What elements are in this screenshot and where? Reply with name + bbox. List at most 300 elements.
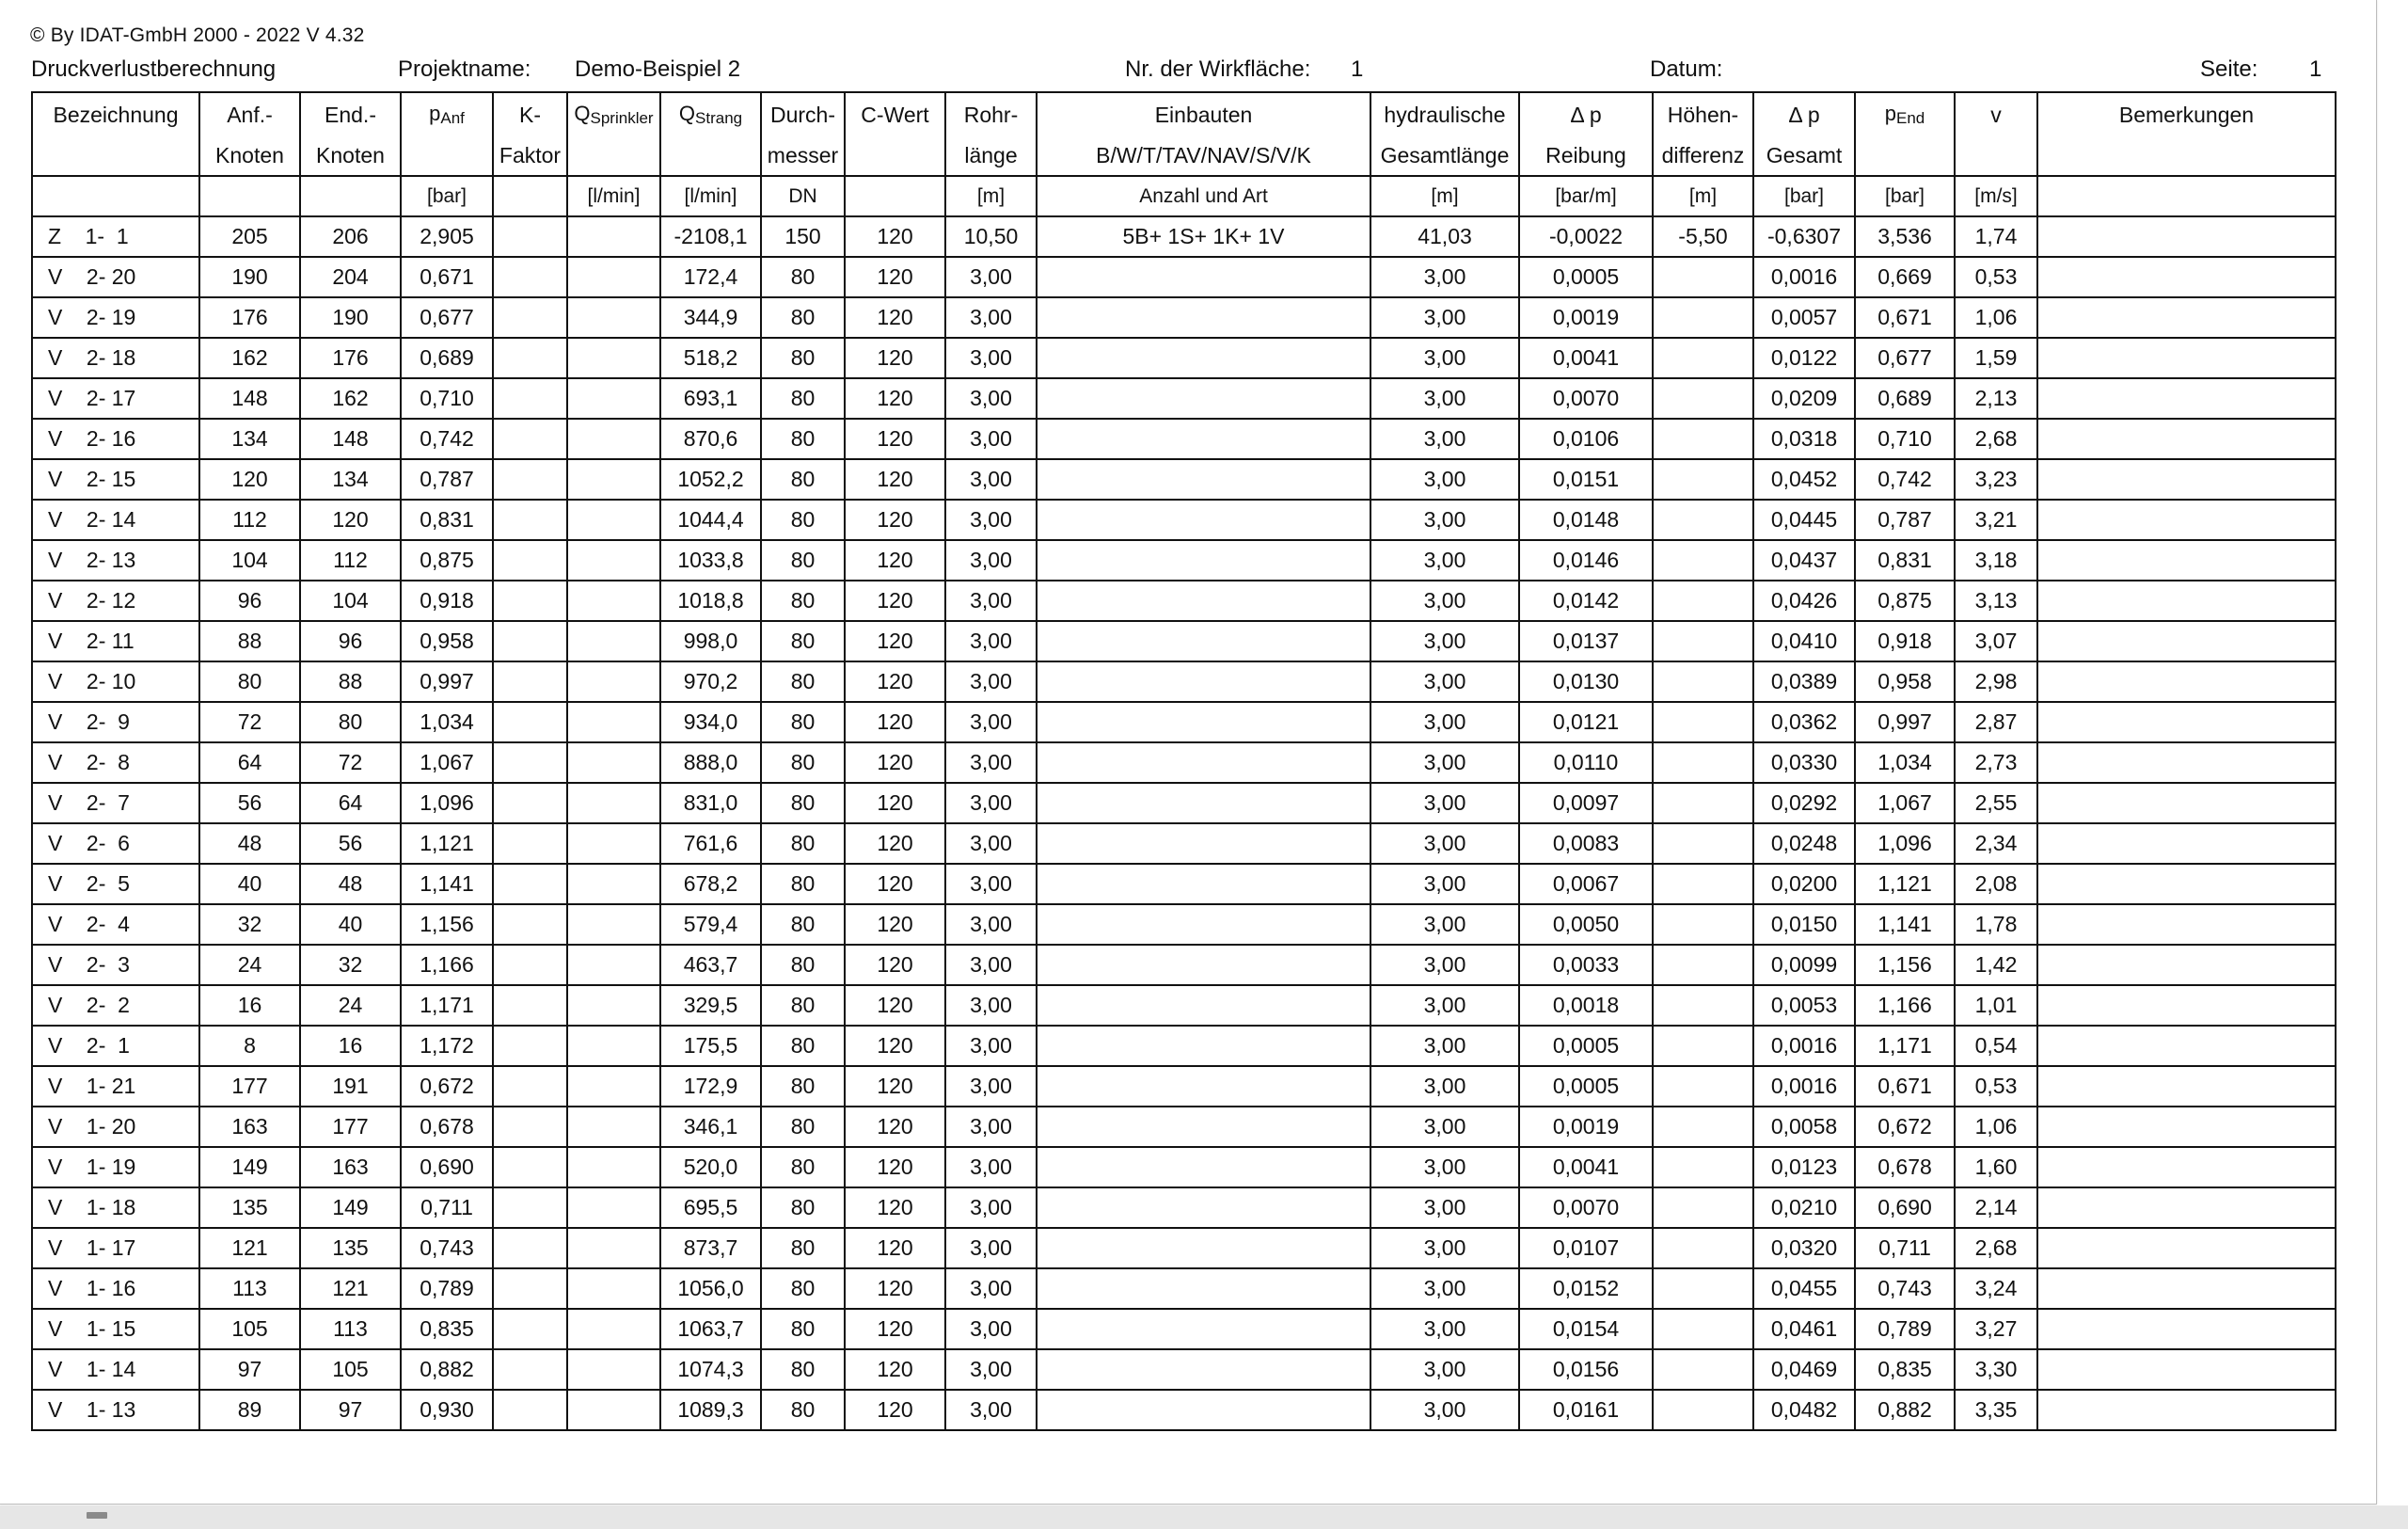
- table-cell: 0,0099: [1753, 945, 1855, 985]
- table-cell: 0,0452: [1753, 459, 1855, 500]
- table-cell: 1074,3: [660, 1349, 761, 1390]
- table-row: [32, 1228, 2336, 1268]
- table-cell: 1,067: [401, 742, 493, 783]
- segment-label: V 1- 14: [32, 1349, 199, 1390]
- table-cell: 120: [845, 297, 945, 338]
- table-cell: [567, 621, 660, 661]
- column-unit: [bar]: [1753, 176, 1855, 216]
- column-header-top: [1037, 92, 1370, 135]
- segment-label: V 1- 16: [32, 1268, 199, 1309]
- table-cell: 80: [761, 904, 845, 945]
- table-cell: 0,0050: [1519, 904, 1653, 945]
- wirkflaeche-label: Nr. der Wirkfläche:: [1125, 56, 1311, 82]
- table-cell: 3,00: [1370, 621, 1519, 661]
- table-row: [32, 661, 2336, 702]
- table-cell: [1653, 864, 1753, 904]
- column-title: hydraulische: [1384, 102, 1506, 127]
- project-value: Demo-Beispiel 2: [575, 56, 741, 82]
- table-cell: 0,0148: [1519, 500, 1653, 540]
- table-cell: 0,0426: [1753, 581, 1855, 621]
- table-cell: [2037, 945, 2336, 985]
- table-cell: [2037, 823, 2336, 864]
- table-cell: 873,7: [660, 1228, 761, 1268]
- table-cell: [1037, 1268, 1370, 1309]
- table-cell: 0,918: [1855, 621, 1955, 661]
- table-cell: 163: [300, 1147, 401, 1187]
- table-cell: [493, 702, 567, 742]
- segment-label: V 2- 15: [32, 459, 199, 500]
- table-cell: 3,00: [945, 581, 1037, 621]
- segment-label: V 2- 3: [32, 945, 199, 985]
- table-cell: [2037, 338, 2336, 378]
- column-header-top: [199, 92, 300, 135]
- table-cell: 0,831: [1855, 540, 1955, 581]
- table-cell: 1,06: [1955, 1107, 2037, 1147]
- segment-label: V 2- 7: [32, 783, 199, 823]
- table-cell: 40: [300, 904, 401, 945]
- table-cell: 0,0248: [1753, 823, 1855, 864]
- segment-label: V 2- 11: [32, 621, 199, 661]
- table-cell: 16: [300, 1026, 401, 1066]
- table-cell: 0,0018: [1519, 985, 1653, 1026]
- table-cell: 80: [761, 945, 845, 985]
- table-cell: 134: [300, 459, 401, 500]
- table-cell: 1044,4: [660, 500, 761, 540]
- table-cell: [567, 1228, 660, 1268]
- table-cell: 104: [199, 540, 300, 581]
- table-cell: [493, 1309, 567, 1349]
- column-header-top: [845, 92, 945, 135]
- table-cell: 3,00: [945, 540, 1037, 581]
- column-header-top: [2037, 92, 2336, 135]
- column-header-top: [1753, 92, 1855, 135]
- table-cell: 1,42: [1955, 945, 2037, 985]
- table-cell: [1653, 540, 1753, 581]
- table-cell: 80: [761, 1268, 845, 1309]
- table-cell: 678,2: [660, 864, 761, 904]
- table-cell: 120: [845, 783, 945, 823]
- table-cell: 1,166: [401, 945, 493, 985]
- table-cell: 0,0019: [1519, 1107, 1653, 1147]
- table-cell: 0,875: [401, 540, 493, 581]
- table-cell: [1037, 338, 1370, 378]
- table-cell: [2037, 1309, 2336, 1349]
- table-cell: [567, 297, 660, 338]
- table-cell: 3,21: [1955, 500, 2037, 540]
- table-cell: 0,0097: [1519, 783, 1653, 823]
- table-cell: [1653, 783, 1753, 823]
- table-cell: 1,01: [1955, 985, 2037, 1026]
- table-cell: [567, 783, 660, 823]
- table-cell: [567, 378, 660, 419]
- table-cell: [567, 581, 660, 621]
- column-unit: [m]: [1653, 176, 1753, 216]
- table-cell: [493, 1268, 567, 1309]
- table-cell: [493, 500, 567, 540]
- column-title: v: [1990, 102, 2002, 127]
- table-row: [32, 1147, 2336, 1187]
- table-cell: [1653, 945, 1753, 985]
- table-cell: 2,87: [1955, 702, 2037, 742]
- table-cell: 0,742: [1855, 459, 1955, 500]
- column-header-top: [493, 92, 567, 135]
- column-title: End.-: [325, 102, 376, 127]
- table-cell: 1,171: [1855, 1026, 1955, 1066]
- table-cell: 190: [300, 297, 401, 338]
- column-title: Einbauten: [1154, 102, 1253, 127]
- column-unit: [m]: [945, 176, 1037, 216]
- table-cell: 0,0209: [1753, 378, 1855, 419]
- table-cell: 888,0: [660, 742, 761, 783]
- table-cell: [1037, 945, 1370, 985]
- table-cell: [2037, 742, 2336, 783]
- segment-label: V 1- 15: [32, 1309, 199, 1349]
- table-cell: 0,0137: [1519, 621, 1653, 661]
- table-cell: 1,59: [1955, 338, 2037, 378]
- table-cell: 24: [300, 985, 401, 1026]
- table-cell: 3,00: [1370, 945, 1519, 985]
- table-cell: 5B+ 1S+ 1K+ 1V: [1037, 216, 1370, 257]
- table-cell: 0,669: [1855, 257, 1955, 297]
- table-cell: 32: [300, 945, 401, 985]
- table-cell: [567, 1349, 660, 1390]
- table-cell: 1089,3: [660, 1390, 761, 1430]
- table-cell: [567, 459, 660, 500]
- column-title: Δ p: [1788, 102, 1820, 127]
- table-cell: 0,0123: [1753, 1147, 1855, 1187]
- column-header-mid: Knoten: [199, 135, 300, 176]
- column-header-top: [1855, 92, 1955, 135]
- table-cell: 518,2: [660, 338, 761, 378]
- table-cell: [1653, 621, 1753, 661]
- table-cell: 0,0210: [1753, 1187, 1855, 1228]
- column-header-mid: Gesamtlänge: [1370, 135, 1519, 176]
- table-cell: [567, 257, 660, 297]
- column-unit: [845, 176, 945, 216]
- segment-label: V 1- 17: [32, 1228, 199, 1268]
- table-cell: 0,0106: [1519, 419, 1653, 459]
- table-cell: 120: [845, 742, 945, 783]
- segment-label: V 2- 19: [32, 297, 199, 338]
- table-cell: 0,0067: [1519, 864, 1653, 904]
- table-cell: 3,00: [945, 742, 1037, 783]
- column-header-mid: B/W/T/TAV/NAV/S/V/K: [1037, 135, 1370, 176]
- table-cell: -5,50: [1653, 216, 1753, 257]
- table-cell: 0,789: [401, 1268, 493, 1309]
- table-cell: 3,00: [1370, 1026, 1519, 1066]
- table-cell: 80: [761, 621, 845, 661]
- table-cell: 0,0083: [1519, 823, 1653, 864]
- table-cell: 3,00: [945, 1147, 1037, 1187]
- column-unit: [m]: [1370, 176, 1519, 216]
- table-cell: [1037, 702, 1370, 742]
- table-cell: 1,121: [1855, 864, 1955, 904]
- table-cell: 120: [845, 1066, 945, 1107]
- table-cell: 1,141: [401, 864, 493, 904]
- column-header-mid: [2037, 135, 2336, 176]
- table-cell: 0,787: [401, 459, 493, 500]
- table-cell: 120: [845, 661, 945, 702]
- column-header-mid: [1855, 135, 1955, 176]
- table-cell: 80: [761, 378, 845, 419]
- table-cell: [1037, 1349, 1370, 1390]
- table-cell: 3,00: [1370, 378, 1519, 419]
- table-row: [32, 419, 2336, 459]
- table-cell: 0,831: [401, 500, 493, 540]
- column-header-mid: Faktor: [493, 135, 567, 176]
- column-header-top: [32, 92, 199, 135]
- table-cell: 149: [199, 1147, 300, 1187]
- table-cell: 695,5: [660, 1187, 761, 1228]
- table-cell: 0,677: [1855, 338, 1955, 378]
- segment-label: V 2- 6: [32, 823, 199, 864]
- segment-label: V 2- 16: [32, 419, 199, 459]
- table-cell: 80: [761, 1228, 845, 1268]
- table-cell: [1653, 1309, 1753, 1349]
- table-cell: 162: [199, 338, 300, 378]
- table-cell: [567, 661, 660, 702]
- table-cell: 2,55: [1955, 783, 2037, 823]
- table-cell: 0,0469: [1753, 1349, 1855, 1390]
- table-cell: 113: [199, 1268, 300, 1309]
- table-cell: 150: [761, 216, 845, 257]
- table-cell: [2037, 864, 2336, 904]
- table-cell: 1,121: [401, 823, 493, 864]
- table-cell: [1653, 338, 1753, 378]
- table-cell: [1037, 1026, 1370, 1066]
- table-cell: 0,0005: [1519, 1066, 1653, 1107]
- column-header-mid: [567, 135, 660, 176]
- table-cell: 3,00: [1370, 1066, 1519, 1107]
- table-cell: 0,0016: [1753, 257, 1855, 297]
- column-unit: [bar/m]: [1519, 176, 1653, 216]
- table-row: [32, 985, 2336, 1026]
- table-cell: [493, 621, 567, 661]
- table-cell: 120: [845, 904, 945, 945]
- table-cell: [493, 338, 567, 378]
- table-cell: [1653, 1066, 1753, 1107]
- copyright-line: © By IDAT-GmbH 2000 - 2022 V 4.32: [30, 24, 365, 46]
- table-cell: 112: [300, 540, 401, 581]
- table-cell: 3,00: [945, 823, 1037, 864]
- table-cell: 3,00: [945, 1026, 1037, 1066]
- table-cell: 3,00: [945, 1309, 1037, 1349]
- table-cell: 0,689: [1855, 378, 1955, 419]
- table-cell: 329,5: [660, 985, 761, 1026]
- segment-label: V 1- 13: [32, 1390, 199, 1430]
- segment-label: V 2- 20: [32, 257, 199, 297]
- segment-label: V 2- 5: [32, 864, 199, 904]
- table-row: [32, 742, 2336, 783]
- table-cell: [1653, 1026, 1753, 1066]
- table-cell: 3,30: [1955, 1349, 2037, 1390]
- table-cell: 48: [300, 864, 401, 904]
- table-cell: 120: [845, 1026, 945, 1066]
- table-cell: 80: [761, 1349, 845, 1390]
- column-unit: [300, 176, 401, 216]
- table-cell: 0,0107: [1519, 1228, 1653, 1268]
- document-title: Druckverlustberechnung: [31, 56, 277, 82]
- table-cell: 177: [300, 1107, 401, 1147]
- table-cell: 120: [845, 500, 945, 540]
- column-header-top: [761, 92, 845, 135]
- table-cell: [2037, 581, 2336, 621]
- table-cell: [567, 1268, 660, 1309]
- table-cell: 80: [761, 459, 845, 500]
- table-row: [32, 500, 2336, 540]
- segment-label: V 1- 19: [32, 1147, 199, 1187]
- segment-label: V 2- 4: [32, 904, 199, 945]
- table-cell: 120: [845, 945, 945, 985]
- table-cell: [567, 864, 660, 904]
- column-header-top: [401, 92, 493, 135]
- column-header-top: [660, 92, 761, 135]
- table-cell: [1037, 297, 1370, 338]
- table-cell: 3,00: [1370, 540, 1519, 581]
- table-row: [32, 216, 2336, 257]
- table-cell: 0,0121: [1519, 702, 1653, 742]
- table-cell: 3,00: [945, 378, 1037, 419]
- scrollbar-thumb[interactable]: [87, 1512, 107, 1519]
- table-cell: 0,0445: [1753, 500, 1855, 540]
- table-cell: 80: [761, 985, 845, 1026]
- table-cell: [1037, 1187, 1370, 1228]
- table-cell: 120: [845, 581, 945, 621]
- table-cell: 761,6: [660, 823, 761, 864]
- table-cell: 870,6: [660, 419, 761, 459]
- table-cell: 120: [845, 621, 945, 661]
- table-cell: 1,096: [401, 783, 493, 823]
- table-cell: 80: [761, 702, 845, 742]
- table-cell: 121: [300, 1268, 401, 1309]
- segment-label: V 2- 10: [32, 661, 199, 702]
- table-cell: 120: [845, 378, 945, 419]
- table-row: [32, 1107, 2336, 1147]
- table-cell: 1,096: [1855, 823, 1955, 864]
- table-cell: 3,00: [945, 1187, 1037, 1228]
- table-cell: 24: [199, 945, 300, 985]
- table-cell: 96: [199, 581, 300, 621]
- table-cell: 0,671: [1855, 1066, 1955, 1107]
- header-row-mid: [32, 135, 2336, 176]
- table-cell: 0,0320: [1753, 1228, 1855, 1268]
- table-cell: 0,53: [1955, 1066, 2037, 1107]
- column-symbol: Q: [678, 102, 696, 125]
- table-cell: 3,00: [945, 621, 1037, 661]
- table-row: [32, 904, 2336, 945]
- table-cell: [567, 1147, 660, 1187]
- table-cell: 80: [761, 338, 845, 378]
- table-cell: 135: [300, 1228, 401, 1268]
- table-cell: 3,00: [1370, 742, 1519, 783]
- table-cell: 0,0053: [1753, 985, 1855, 1026]
- table-cell: 72: [199, 702, 300, 742]
- segment-label: V 2- 1: [32, 1026, 199, 1066]
- table-row: [32, 1390, 2336, 1430]
- column-unit: [m/s]: [1955, 176, 2037, 216]
- table-cell: 0,711: [401, 1187, 493, 1228]
- table-cell: 16: [199, 985, 300, 1026]
- column-header-mid: Knoten: [300, 135, 401, 176]
- column-title: Anf.-: [227, 102, 273, 127]
- header-row-units: [32, 176, 2336, 216]
- table-cell: 88: [199, 621, 300, 661]
- seite-value: 1: [2309, 56, 2322, 82]
- table-cell: [1653, 297, 1753, 338]
- table-cell: [1037, 742, 1370, 783]
- table-cell: 3,00: [1370, 1309, 1519, 1349]
- table-cell: 0,710: [1855, 419, 1955, 459]
- table-cell: 2,98: [1955, 661, 2037, 702]
- table-cell: 0,0156: [1519, 1349, 1653, 1390]
- table-cell: [493, 823, 567, 864]
- table-cell: 520,0: [660, 1147, 761, 1187]
- table-row: [32, 1349, 2336, 1390]
- column-symbol: Q: [574, 102, 591, 125]
- table-cell: 1,166: [1855, 985, 1955, 1026]
- table-cell: 1,141: [1855, 904, 1955, 945]
- table-cell: [1653, 419, 1753, 459]
- table-cell: 463,7: [660, 945, 761, 985]
- table-row: [32, 581, 2336, 621]
- table-cell: 0,0016: [1753, 1026, 1855, 1066]
- column-title: Rohr-: [963, 102, 1019, 127]
- table-cell: [1037, 459, 1370, 500]
- table-cell: 579,4: [660, 904, 761, 945]
- column-unit: DN: [761, 176, 845, 216]
- table-cell: 0,787: [1855, 500, 1955, 540]
- table-cell: 80: [761, 297, 845, 338]
- table-cell: [1653, 459, 1753, 500]
- table-cell: [1653, 1349, 1753, 1390]
- table-cell: 1018,8: [660, 581, 761, 621]
- table-cell: 0,743: [401, 1228, 493, 1268]
- horizontal-scrollbar[interactable]: [0, 1505, 2408, 1529]
- table-cell: 175,5: [660, 1026, 761, 1066]
- table-cell: 120: [845, 1390, 945, 1430]
- column-header-top: [1653, 92, 1753, 135]
- table-cell: 0,0154: [1519, 1309, 1653, 1349]
- pressure-loss-table: [31, 91, 2337, 1431]
- table-cell: 0,0041: [1519, 1147, 1653, 1187]
- table-cell: 3,00: [945, 864, 1037, 904]
- table-cell: 2,68: [1955, 1228, 2037, 1268]
- table-cell: [1037, 257, 1370, 297]
- table-cell: 1,156: [401, 904, 493, 945]
- table-cell: 80: [199, 661, 300, 702]
- table-row: [32, 297, 2336, 338]
- table-cell: 2,13: [1955, 378, 2037, 419]
- table-cell: 120: [845, 1187, 945, 1228]
- header-row-top: [32, 92, 2336, 135]
- table-cell: 120: [845, 257, 945, 297]
- table-cell: 998,0: [660, 621, 761, 661]
- table-cell: 0,882: [1855, 1390, 1955, 1430]
- table-cell: 344,9: [660, 297, 761, 338]
- table-cell: 3,00: [945, 257, 1037, 297]
- table-cell: 80: [761, 1309, 845, 1349]
- table-cell: [567, 216, 660, 257]
- table-cell: [1653, 500, 1753, 540]
- table-cell: 3,00: [1370, 783, 1519, 823]
- table-cell: 3,00: [945, 702, 1037, 742]
- table-cell: [1037, 500, 1370, 540]
- table-cell: [2037, 257, 2336, 297]
- table-cell: 3,00: [1370, 1187, 1519, 1228]
- table-cell: 120: [845, 985, 945, 1026]
- table-cell: [567, 1107, 660, 1147]
- table-cell: [567, 1309, 660, 1349]
